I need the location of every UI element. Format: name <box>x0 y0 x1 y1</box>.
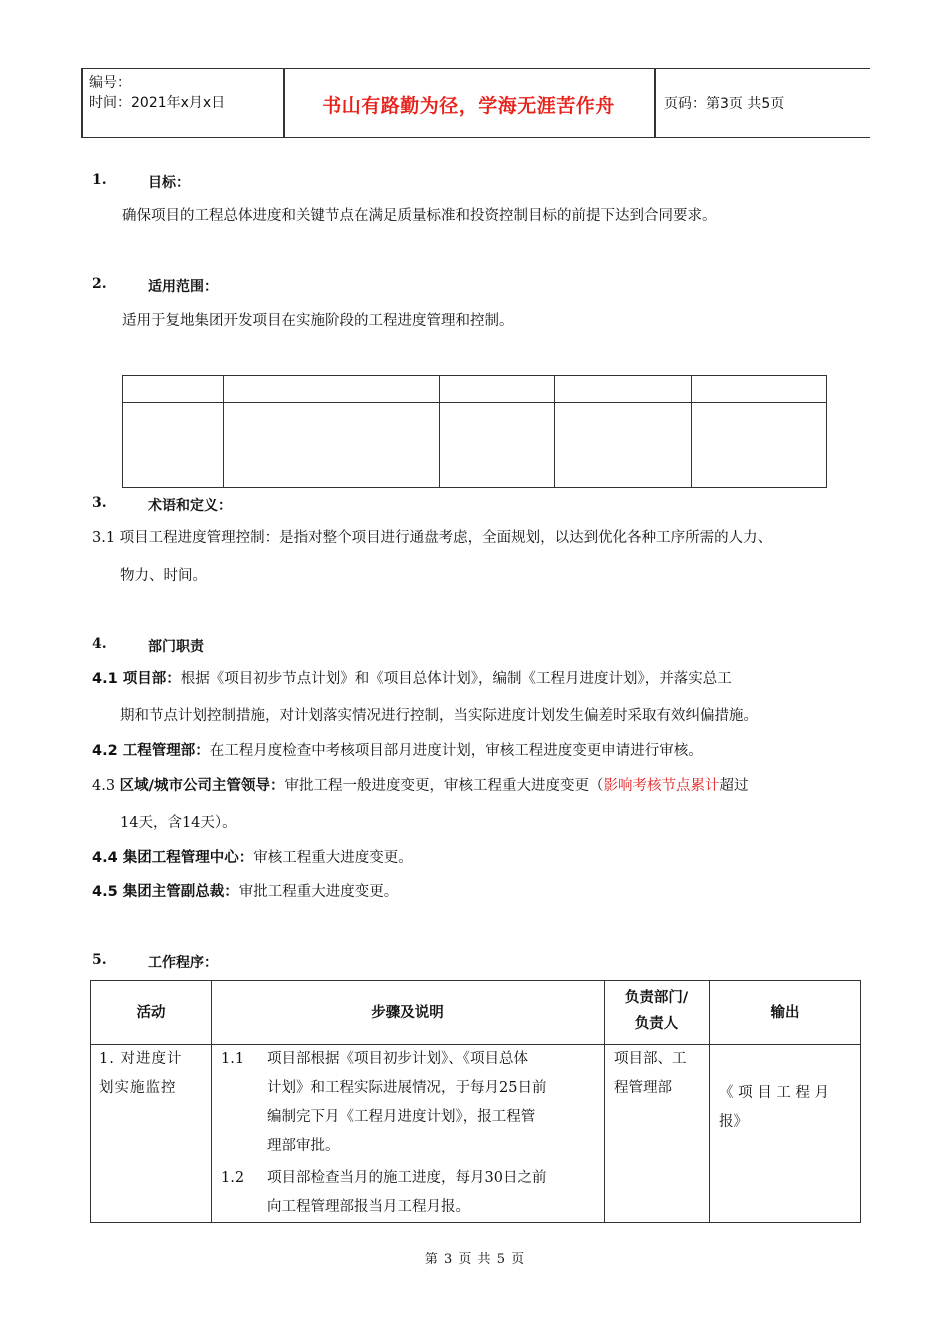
step-1-2-number: 1.2 <box>221 1170 245 1186</box>
output-line1: 《 项 目 工 程 月 <box>719 1085 830 1101</box>
header-output: 输出 <box>770 1005 800 1021</box>
table-rule <box>223 376 224 487</box>
step-1-1-line1: 项目部根据《项目初步计划》、《项目总体 <box>267 1051 528 1067</box>
section-1-body: 确保项目的工程总体进度和关键节点在满足质量标准和投资控制目标的前提下达到合同要求。 <box>122 208 717 224</box>
duty-4-1-text: 根据《项目初步节点计划》和《项目总体计划》，编制《工程月进度计划》，并落实总工 <box>180 671 732 687</box>
section-5-title: 工作程序： <box>148 955 218 971</box>
duty-4-3-highlight: 影响考核节点累计 <box>603 778 720 794</box>
empty-table <box>122 375 827 488</box>
section-2-body: 适用于复地集团开发项目在实施阶段的工程进度管理和控制。 <box>122 313 514 329</box>
page-footer: 第 3 页 共 5 页 <box>424 1252 526 1267</box>
header-steps: 步骤及说明 <box>371 1005 444 1021</box>
step-1-1-line3: 编制完下月《工程月进度计划》，报工程管 <box>267 1109 536 1125</box>
section-2-number: 2. <box>92 276 107 292</box>
duty-4-5-label: 4.5 集团主管副总裁： <box>92 884 239 900</box>
activity-line2: 划实施监控 <box>99 1080 177 1096</box>
duty-4-3 <box>92 776 748 796</box>
header-activity: 活动 <box>136 1005 166 1021</box>
duty-4-5 <box>92 882 398 902</box>
header-department-line1: 负责部门/ <box>624 990 689 1006</box>
department-cell <box>614 1045 706 1103</box>
section-3-title: 术语和定义： <box>148 498 232 514</box>
section-1-title: 目标： <box>148 175 190 191</box>
table-rule <box>123 402 826 403</box>
step-1-1-line4: 理部审批。 <box>267 1138 340 1154</box>
section-5-number: 5. <box>92 952 107 968</box>
header-department-line2: 负责人 <box>634 1016 679 1032</box>
document-header <box>81 68 870 138</box>
section-3-number: 3. <box>92 495 107 511</box>
duty-4-4-label: 4.4 集团工程管理中心： <box>92 850 254 866</box>
section-4-number: 4. <box>92 636 107 652</box>
duty-4-4 <box>92 848 413 868</box>
step-1-1-line2: 计划》和工程实际进展情况，于每月25日前 <box>267 1080 547 1096</box>
duty-4-2 <box>92 741 703 761</box>
duty-4-2-label: 4.2 工程管理部： <box>92 743 210 759</box>
duty-4-3-continued: 14天，含14天）。 <box>120 815 237 831</box>
section-2-title: 适用范围： <box>148 279 218 295</box>
step-1-2-line2: 向工程管理部报当月工程月报。 <box>267 1199 470 1215</box>
header-department <box>604 985 709 1037</box>
duty-4-1-continued: 期和节点计划控制措施，对计划落实情况进行控制，当实际进度计划发生偏差时采取有效纠偏措施。 <box>120 708 758 724</box>
duty-4-3-number: 4.3 <box>92 778 120 794</box>
duty-4-3-label: 区域/城市公司主管领导： <box>119 778 285 794</box>
department-line1: 项目部、工 <box>614 1051 687 1067</box>
step-1-1 <box>267 1045 597 1161</box>
table-rule <box>439 376 440 487</box>
section-1-number: 1. <box>92 172 107 188</box>
definition-3-1: 3.1 项目工程进度管理控制：是指对整个项目进行通盘考虑，全面规划，以达到优化各种工序所需的人力、 <box>92 530 773 546</box>
step-1-2-line1: 项目部检查当月的施工进度，每月30日之前 <box>267 1170 547 1186</box>
duty-4-5-text: 审批工程重大进度变更。 <box>238 884 399 900</box>
section-4-title: 部门职责 <box>148 639 204 655</box>
document-number-label: 编号： <box>89 75 131 91</box>
duty-4-4-text: 审核工程重大进度变更。 <box>253 850 413 866</box>
document-time: 时间：2021年x月x日 <box>89 95 226 111</box>
table-rule <box>691 376 692 487</box>
table-rule <box>554 376 555 487</box>
header-left <box>89 73 225 113</box>
activity-line1: 1. 对进度计 <box>99 1051 183 1067</box>
duty-4-1-label: 4.1 项目部： <box>92 671 181 687</box>
department-line2: 程管理部 <box>614 1080 672 1096</box>
duty-4-1 <box>92 669 732 689</box>
output-line2: 报》 <box>719 1114 748 1130</box>
header-divider <box>81 69 83 137</box>
duty-4-3-tail: 超过 <box>719 778 749 794</box>
step-1-1-number: 1.1 <box>221 1051 245 1067</box>
header-motto: 书山有路勤为径，学海无涯苦作舟 <box>322 95 615 117</box>
duty-4-2-text: 在工程月度检查中考核项目部月进度计划，审核工程进度变更申请进行审核。 <box>209 743 703 759</box>
step-1-2 <box>267 1164 597 1222</box>
header-page-info: 页码：第3页 共5页 <box>664 96 785 112</box>
output-cell <box>719 1079 855 1137</box>
duty-4-3-text: 审批工程一般进度变更，审核工程重大进度变更（ <box>284 778 604 794</box>
definition-3-1-continued: 物力、时间。 <box>120 568 207 584</box>
activity-cell <box>99 1045 207 1103</box>
header-divider <box>654 69 656 137</box>
procedure-table <box>90 980 861 1223</box>
